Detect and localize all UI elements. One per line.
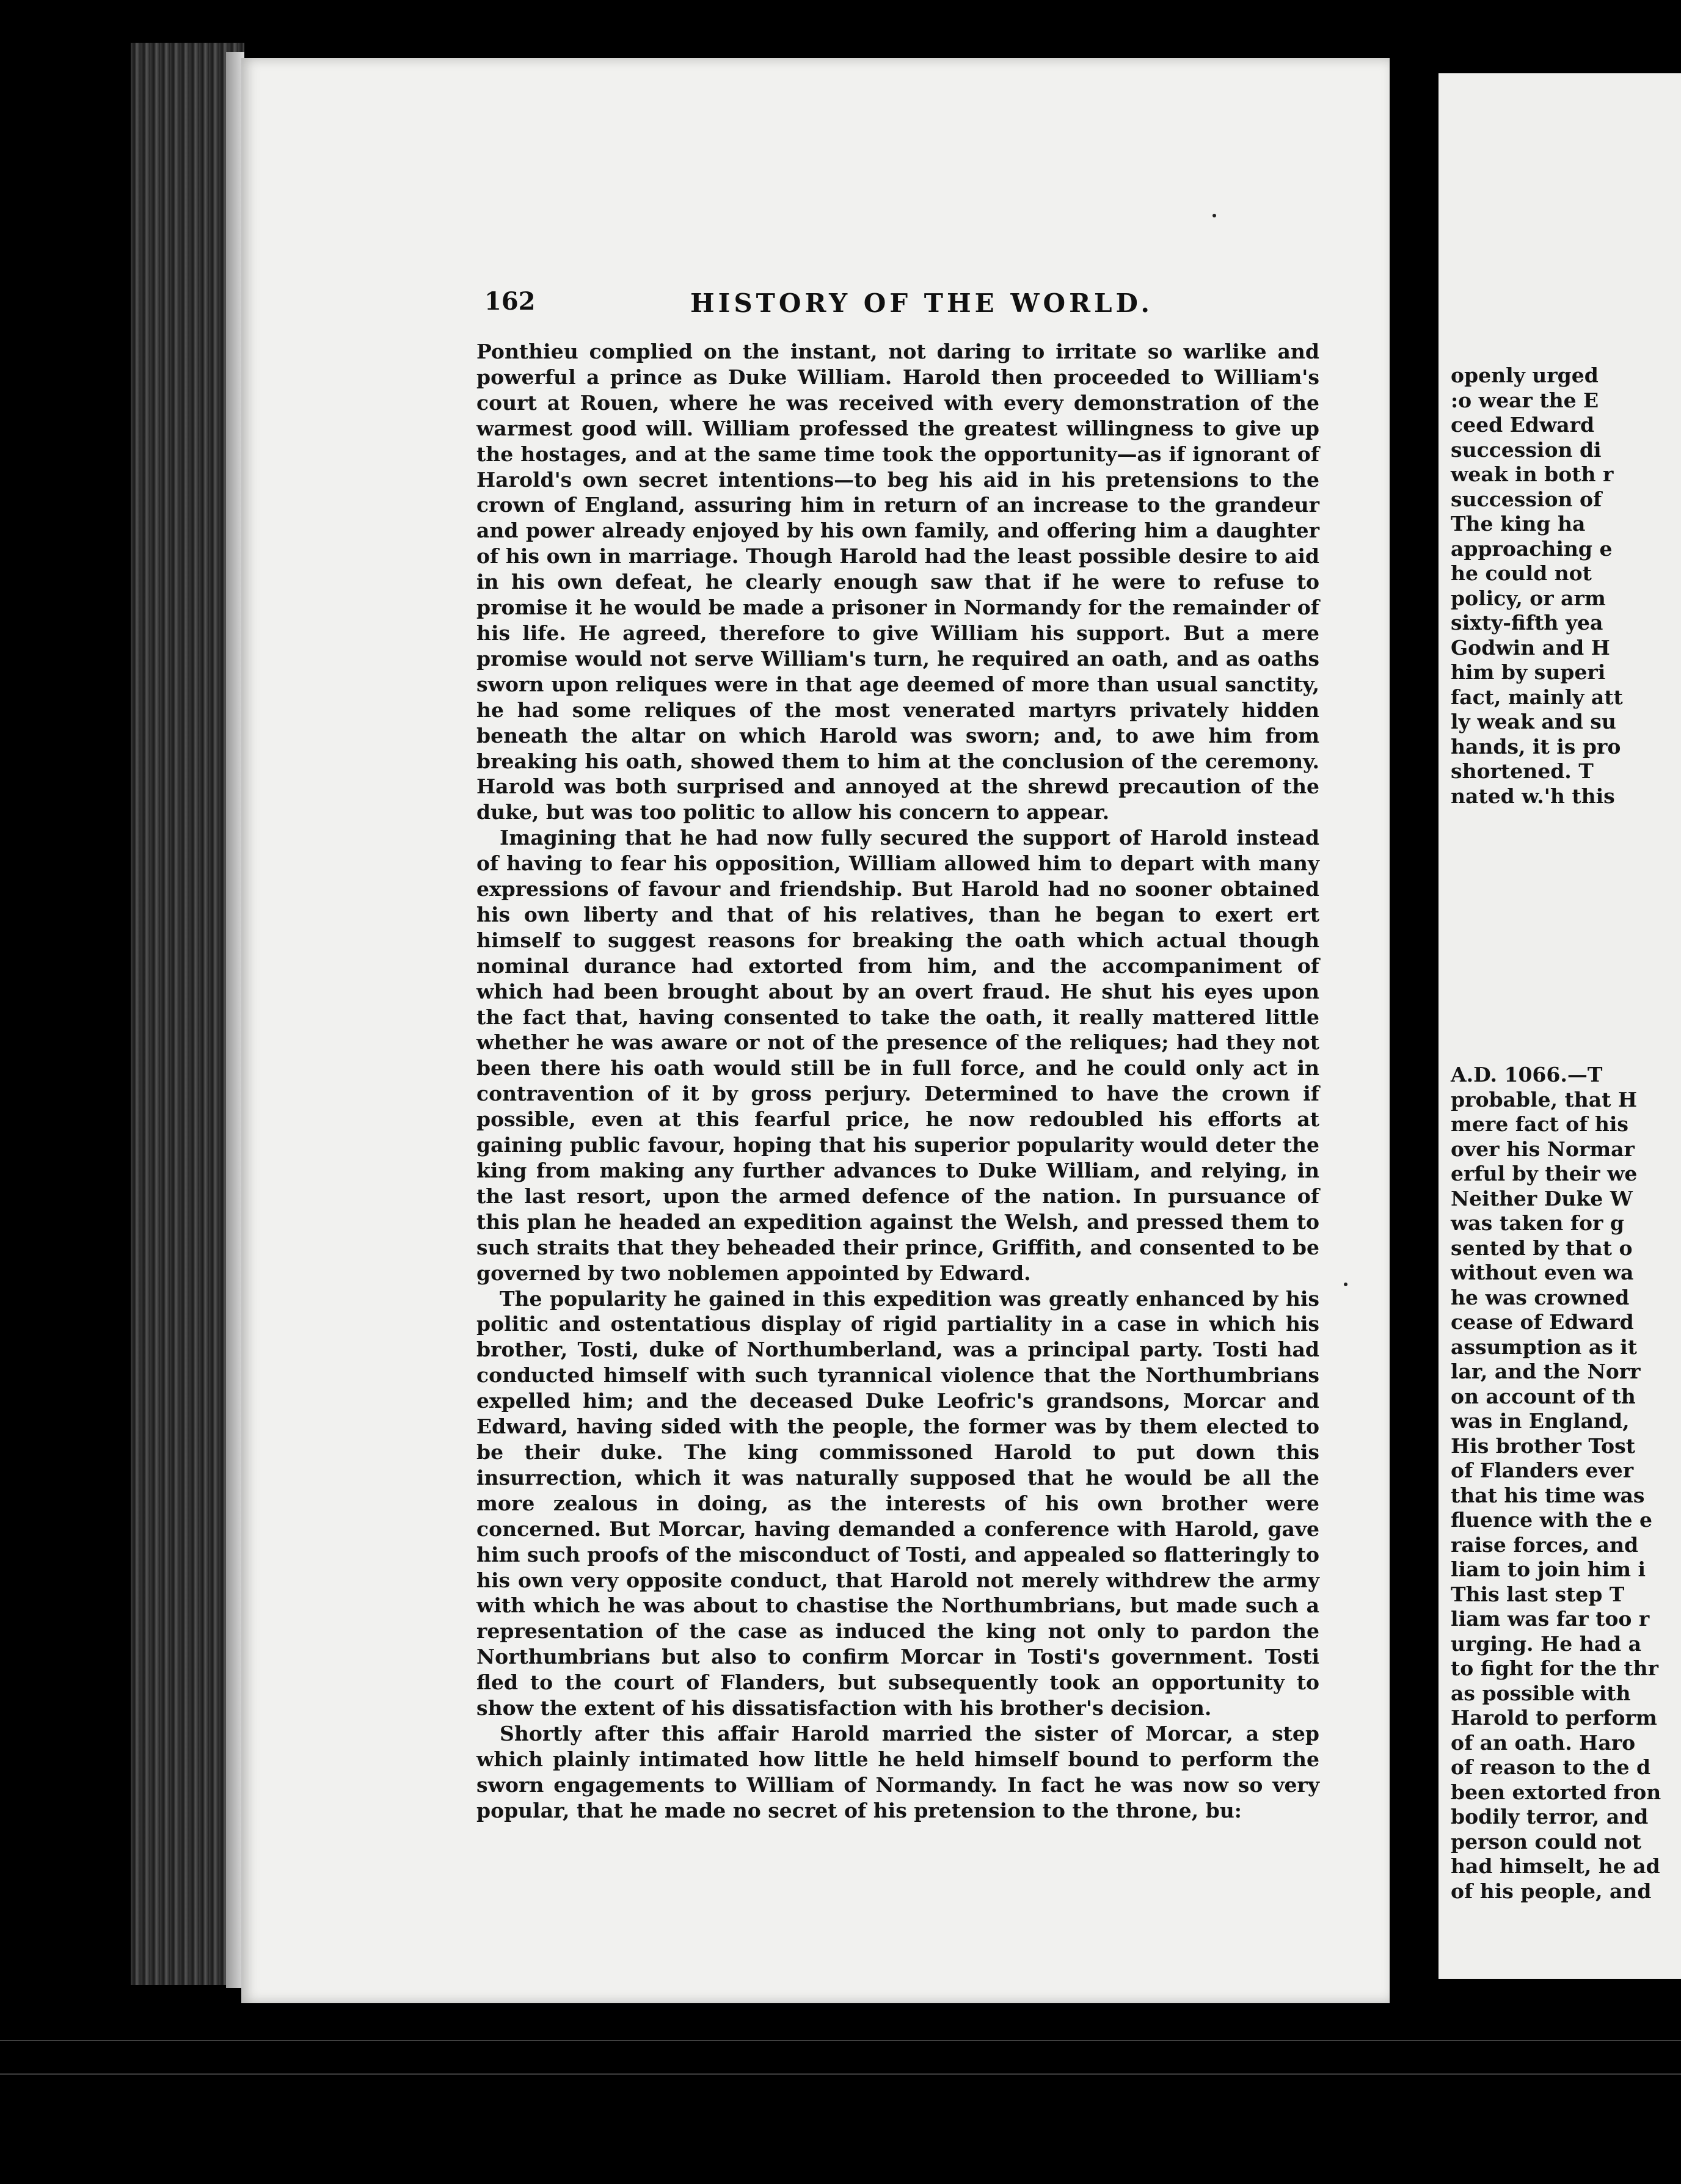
page-header <box>241 287 1310 324</box>
right-page-line: raise forces, and <box>1451 1532 1639 1557</box>
right-page-line: as possible with <box>1451 1681 1631 1705</box>
right-page-line: approaching e <box>1451 536 1613 561</box>
scan-artifact-line <box>0 2073 1681 2075</box>
right-page-line: assumption as it <box>1451 1334 1638 1359</box>
right-page-line: fact, mainly att <box>1451 685 1623 709</box>
right-page-line: :o wear the E <box>1451 388 1599 412</box>
right-page-text-top <box>1451 363 1623 809</box>
right-page-line: to fight for the thr <box>1451 1656 1658 1680</box>
right-page-line: liam was far too r <box>1451 1607 1650 1631</box>
paragraph: Ponthieu complied on the instant, not daring to irritate so warlike and powerful a prince as Duke William. Harold then proceeded to William's court at Rouen, where he was received with every demonstration of the warmest good will. William professed the greatest willingness to give up the hostages, and at the same time took the opportunity—as if ignorant of Harold's own secret intentions—to beg his aid in his pretensions to the crown of England, assuring him in return of an increase to the grandeur and power already enjoyed by his own family, and offering him a daughter of his own in marriage. Though Harold had the least possible desire to aid in his own defeat, he clearly enough saw that if he were to refuse to promise it he would be made a prisoner in Normandy for the remainder of his life. He agreed, therefore to give William his support. But a mere promise would not serve William's turn, he required an oath, and as oaths sworn upon reliques were in that age deemed of more than usual sanctity, he had some reliques of the most venerated martyrs privately hidden beneath the altar on which Harold was sworn; and, to awe him from breaking his oath, showed them to him at the conclusion of the ceremony. Harold was both surprised and annoyed at the shrewd precaution of the duke, but was too politic to allow his concern to appear. <box>476 340 1319 824</box>
right-page-line: person could not <box>1451 1829 1641 1854</box>
right-page-line: Godwin and H <box>1451 635 1610 660</box>
page-body <box>476 339 1319 1824</box>
right-page-line: urging. He had a <box>1451 1631 1642 1656</box>
right-page-line: of Flanders ever <box>1451 1458 1634 1482</box>
right-page-line: nated w.'h this <box>1451 784 1615 808</box>
right-page-line: succession of <box>1451 487 1602 511</box>
right-page-line: been extorted fron <box>1451 1780 1661 1804</box>
paragraph: Shortly after this affair Harold married the sister of Morcar, a step which plainly intimated how little he held himself bound to perform the sworn engagements to William of Normandy. In fact he was now so very popular, that he made no secret of his pretension to the throne, bu: <box>476 1721 1319 1822</box>
right-page-line: shortened. T <box>1451 759 1594 783</box>
right-page-line: The king ha <box>1451 512 1586 536</box>
right-page <box>1439 73 1681 1979</box>
speck <box>1212 214 1216 217</box>
page-number: 162 <box>484 287 536 316</box>
right-page-line: that his time was <box>1451 1483 1645 1507</box>
right-page-line: His brother Tost <box>1451 1433 1635 1458</box>
running-head: HISTORY OF THE WORLD. <box>690 288 1154 318</box>
right-page-line: was taken for g <box>1451 1211 1624 1235</box>
paragraph: The popularity he gained in this expedition was greatly enhanced by his politic and ostentatious display of rigid partiality in a case in which his brother, Tosti, duke of Northumberland, was a principal party. Tosti had conducted himself with such tyrannical violence that the Northumbrians expelled him; and the deceased Duke Leofric's grandsons, Morcar and Edward, having sided with the people, the former was by them elected to be their duke. The king commissoned Harold to put down this insurrection, which it was naturally supposed that he would be all the more zealous in doing, as the interests of his own brother were concerned. But Morcar, having demanded a conference with Harold, gave him such proofs of the misconduct of Tosti, and appealed so flatteringly to his own very opposite conduct, that Harold not merely withdrew the army with which he was about to chastise the Northumbrians, but made such a representation of the case as induced the king not only to pardon the Northumbrians but also to confirm Morcar in Tosti's government. Tosti fled to the court of Flanders, but subsequently took an opportunity to show the extent of his dissatisfaction with his brother's decision. <box>476 1286 1319 1720</box>
right-page-line: Neither Duke W <box>1451 1186 1633 1210</box>
right-page-line: This last step T <box>1451 1582 1625 1606</box>
right-page-line: fluence with the e <box>1451 1508 1652 1532</box>
right-page-line: sixty-fifth yea <box>1451 611 1603 635</box>
speck <box>1344 1283 1347 1286</box>
right-page-line: was in England, <box>1451 1409 1630 1433</box>
right-page-text-bottom <box>1451 1063 1661 1904</box>
right-page-line: ly weak and su <box>1451 710 1616 733</box>
right-page-line: without even wa <box>1451 1261 1634 1284</box>
right-page-line: cease of Edward <box>1451 1310 1634 1334</box>
scan-artifact-line <box>0 2040 1681 2041</box>
right-page-line: probable, that H <box>1451 1087 1638 1112</box>
paragraph: Imagining that he had now fully secured the support of Harold instead of having to fear his opposition, William allowed him to depart with many expressions of favour and friendship. But Harold had no sooner obtained his own liberty and that of his relatives, than he began to exert ert himself to suggest reasons for breaking the oath which actual though nominal durance had extorted from him, and the accompaniment of which had been brought about by an overt fraud. He shut his eyes upon the fact that, having consented to take the oath, it really mattered little whether he was aware or not of the presence of the reliques; had they not been there his oath would still be in full force, and he could only act in contravention of it by gross perjury. Determined to have the crown if possible, even at this fearful price, he now redoubled his efforts at gaining public favour, hoping that his superior popularity would deter the king from making any further advances to Duke William, and relying, in the last resort, upon the armed defence of the nation. In pursuance of this plan he headed an expedition against the Welsh, and pressed them to such straits that they beheaded their prince, Griffith, and consented to be governed by two noblemen appointed by Edward. <box>476 826 1319 1285</box>
right-page-line: him by superi <box>1451 660 1606 684</box>
right-page-line: liam to join him i <box>1451 1557 1646 1581</box>
right-page-line: of his people, and <box>1451 1879 1652 1903</box>
right-page-line: had himselt, he ad <box>1451 1854 1660 1878</box>
right-page-line: lar, and the Norr <box>1451 1360 1641 1383</box>
right-page-line: weak in both r <box>1451 462 1614 486</box>
right-page-line: over his Normar <box>1451 1137 1635 1161</box>
right-page-line: succession di <box>1451 437 1602 462</box>
right-page-line: hands, it is pro <box>1451 734 1621 759</box>
right-page-line: openly urged <box>1451 363 1599 387</box>
right-page-line: Harold to perform <box>1451 1706 1657 1730</box>
right-page-line: bodily terror, and <box>1451 1805 1649 1829</box>
right-page-line: of an oath. Haro <box>1451 1730 1636 1755</box>
right-page-line: A.D. 1066.—T <box>1451 1063 1603 1087</box>
right-page-line: on account of th <box>1451 1384 1636 1408</box>
right-page-line: of reason to the d <box>1451 1755 1651 1779</box>
right-page-line: he could not <box>1451 561 1592 585</box>
right-page-line: he was crowned <box>1451 1285 1630 1309</box>
right-page-line: erful by their we <box>1451 1162 1638 1185</box>
right-page-line: ceed Edward <box>1451 413 1595 437</box>
right-page-line: sented by that o <box>1451 1236 1633 1260</box>
right-page-line: policy, or arm <box>1451 586 1606 610</box>
right-page-line: mere fact of his <box>1451 1112 1628 1136</box>
